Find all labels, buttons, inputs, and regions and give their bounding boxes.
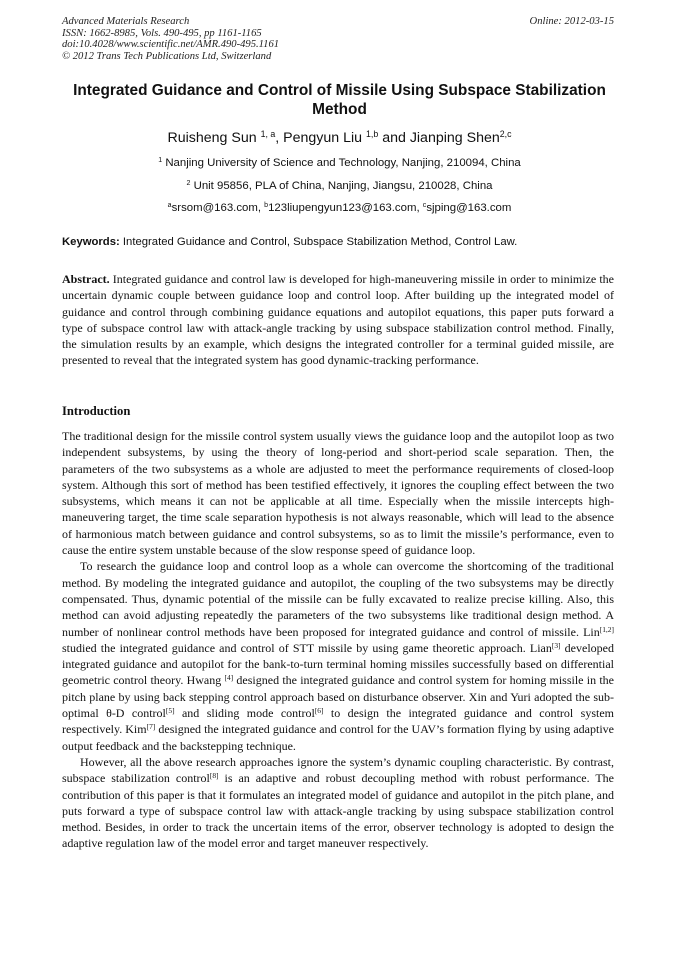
email-mark: a bbox=[167, 202, 172, 210]
email-mark: b bbox=[264, 202, 269, 210]
section-heading-introduction: Introduction bbox=[62, 404, 131, 418]
paragraph-text: and sliding mode control bbox=[174, 706, 315, 721]
author-list bbox=[62, 130, 617, 146]
author-name: Pengyun Liu bbox=[283, 130, 363, 146]
paragraph bbox=[62, 558, 614, 754]
citation-mark: [1,2] bbox=[599, 624, 614, 634]
citation-mark: [4] bbox=[224, 673, 234, 683]
email-address: srsom@163.com, bbox=[171, 202, 265, 214]
keywords-text: Integrated Guidance and Control, Subspace Stabilization Method, Control Law. bbox=[122, 236, 518, 248]
keywords-label: Keywords: bbox=[62, 236, 120, 248]
email-line bbox=[62, 202, 617, 214]
author-separator: , bbox=[275, 130, 284, 146]
keywords bbox=[62, 236, 617, 248]
online-date: Online: 2012-03-15 bbox=[529, 16, 614, 27]
copyright-line: © 2012 Trans Tech Publications Ltd, Switzerland bbox=[62, 50, 272, 62]
abstract-text: Integrated guidance and control law is developed for high-maneuvering missile in order to minimize the uncertain dynamic couple between guidance loop and control loop. After building up the integrated model of guidance and control through combining guidance equations and autopilot equations, this paper puts forward a type of subspace control law with attack-angle tracking by using subspace stabilization control method. Finally, the simulation results by an example, which designs the integrated controller for a terminal guided missile, are presented to reveal that the integrated system has good dynamic-tracking performance. bbox=[62, 272, 614, 368]
doi-line: doi:10.4028/www.scientific.net/AMR.490-495.1161 bbox=[62, 39, 280, 51]
paragraph-text: designed the integrated guidance and control for the UAV’s formation flying by using adaptive output feedback and the backstepping technique. bbox=[62, 722, 614, 753]
journal-name: Advanced Materials Research bbox=[62, 16, 190, 27]
paper-title: Integrated Guidance and Control of Missile Using Subspace Stabilization Method bbox=[73, 82, 606, 118]
author-name: Jianping Shen bbox=[409, 130, 500, 146]
abstract bbox=[62, 271, 614, 369]
affiliation-mark: 2 bbox=[186, 180, 191, 188]
affiliation-text: Unit 95856, PLA of China, Nanjing, Jiangsu, 210028, China bbox=[193, 180, 493, 192]
paragraph: The traditional design for the missile control system usually views the guidance loop and the autopilot loop as two independent subsystems, by using the theory of long-period and short-period scale separation. Then, the parameters of the two subsystems as a whole are adjusted to meet the performance requirements of closed-loop system. Although this sort of method has been testified effectively, it ignores the coupling effect between the two subsystems, which means it can not be applicable at all time. Especially when the missile intercepts high-maneuvering target, the time scale separation hypothesis is not always reasonable, which will lead to the absence of harmonious match between guidance and control subsystems, so as to limit the missile’s performance, even to cause the entire system unstable because of the slow response speed of guidance loop. bbox=[62, 429, 614, 558]
paragraph-text: However, all the above research approaches ignore the system’s dynamic coupling characteristic. By contrast, subspace stabilization control bbox=[62, 754, 614, 786]
affiliation-text: Nanjing University of Science and Technology, Nanjing, 210094, China bbox=[165, 157, 521, 169]
affiliation-mark: 1 bbox=[158, 157, 163, 165]
journal-header bbox=[62, 16, 279, 62]
citation-mark: [6] bbox=[314, 705, 324, 715]
paragraph bbox=[62, 754, 614, 852]
abstract-label: Abstract. bbox=[62, 272, 110, 286]
paragraph-text: to design the integrated guidance and control system respectively. Kim bbox=[62, 706, 615, 737]
author-affiliation-mark: 2,c bbox=[499, 129, 512, 140]
affiliation-2 bbox=[62, 180, 617, 192]
email-address: 123liupengyun123@163.com, bbox=[268, 202, 423, 214]
issn-line: ISSN: 1662-8985, Vols. 490-495, pp 1161-1165 bbox=[62, 27, 262, 39]
citation-mark: [8] bbox=[209, 771, 219, 781]
paragraph-text: studied the integrated guidance and control of STT missile by using game theoretic approach. Lian bbox=[62, 640, 552, 655]
citation-mark: [3] bbox=[551, 640, 561, 650]
paragraph-text: To research the guidance loop and control loop as a whole can overcome the shortcoming of the traditional method. By modeling the integrated guidance and autopilot, the coupling of the two subsystems may be directly compensated. Thus, dynamic potential of the missile can be fully excavated to realize precise killing. Also, this method can avoid adjusting repeatedly the parameters of the two subsystems like traditional design method. A number of nonlinear control methods have been proposed for integrated guidance and control of missile. Lin bbox=[62, 559, 614, 639]
citation-mark: [5] bbox=[165, 705, 175, 715]
paragraph-text: developed integrated guidance and autopilot for the bank-to-turn terminal homing missiles successfully based on differential geometric control theory. Hwang bbox=[62, 640, 614, 688]
author-name: Ruisheng Sun bbox=[167, 130, 257, 146]
author-affiliation-mark: 1, a bbox=[260, 129, 276, 140]
paragraph-text: designed the integrated guidance and control system for homing missile in the pitch plane by using back stepping control approach based on disturbance observer. Xin and Yuri adopted the sub-optimal θ-D control bbox=[62, 673, 614, 721]
affiliation-1 bbox=[62, 157, 617, 169]
introduction-body bbox=[62, 428, 614, 852]
author-separator: and bbox=[378, 130, 410, 146]
email-mark: c bbox=[422, 202, 427, 210]
paragraph-text: is an adaptive and robust decoupling method with robust performance. The contribution of this paper is that it formulates an integrated model of guidance and autopilot in the pitch plane, and puts forward a type of subspace control law with attack-angle tracking by using subspace stabilization control method. Besides, in order to track the uncertain items of the error, observer technology is adopted to design the adaptive regulation law of the model error and target maneuver respectively. bbox=[62, 771, 614, 851]
citation-mark: [7] bbox=[146, 722, 156, 732]
author-affiliation-mark: 1,b bbox=[366, 129, 379, 140]
email-address: sjping@163.com bbox=[426, 202, 512, 214]
